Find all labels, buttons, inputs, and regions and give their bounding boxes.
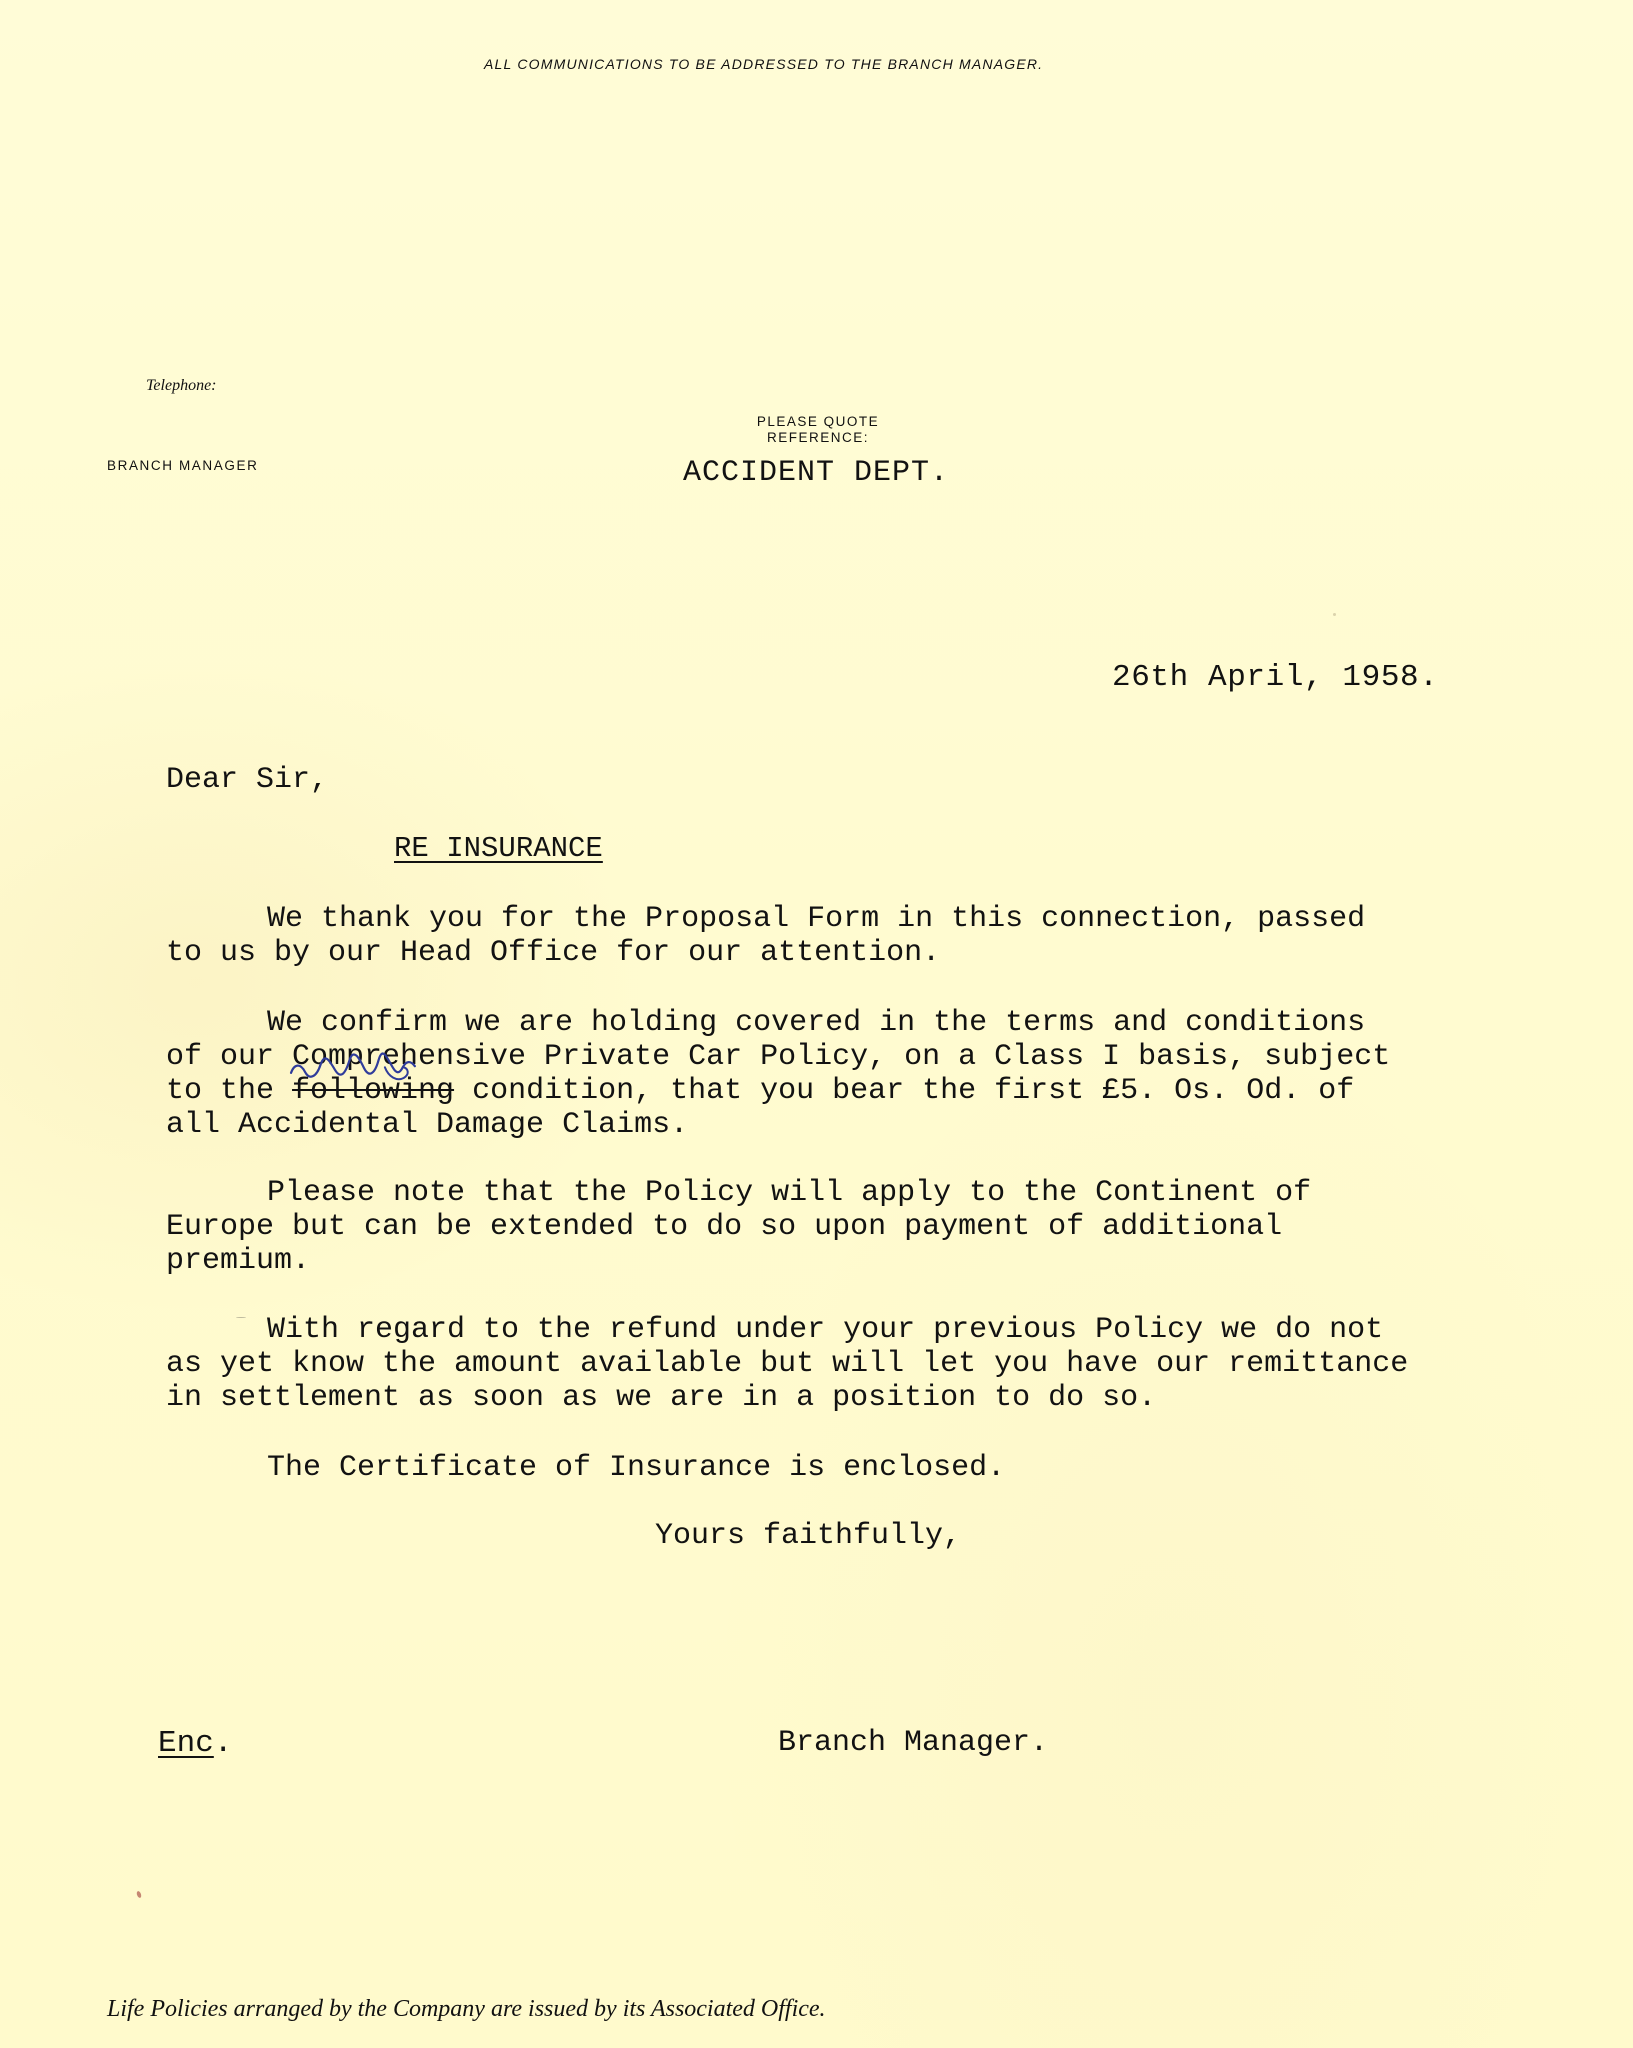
paragraph-3-line-3: premium.	[166, 1244, 311, 1278]
paragraph-2-line-3	[166, 1074, 1588, 1108]
paragraph-2	[166, 1006, 1588, 1142]
paragraph-2-line-3-suffix: condition, that you bear the first £5. Os. Od. of	[454, 1074, 1355, 1108]
paper-smudge	[236, 1317, 246, 1318]
signature-title: Branch Manager.	[778, 1726, 1049, 1760]
paragraph-2-line-1: We confirm we are holding covered in the terms and conditions	[267, 1006, 1366, 1040]
paper-mark	[136, 1891, 142, 1899]
footer-note: Life Policies arranged by the Company are issued by its Associated Office.	[107, 1996, 826, 2022]
paragraph-1-line-2: to us by our Head Office for our attention.	[166, 936, 941, 970]
enclosure-marker	[158, 1726, 232, 1761]
paragraph-3	[166, 1176, 1588, 1278]
paragraph-3-line-2: Europe but can be extended to do so upon payment of additional	[166, 1210, 1283, 1244]
paragraph-3-line-1: Please note that the Policy will apply to the Continent of	[267, 1176, 1312, 1210]
closing-line: Yours faithfully,	[655, 1519, 962, 1553]
paragraph-4-line-2: as yet know the amount available but will let you have our remittance	[166, 1347, 1409, 1381]
struck-word: following	[292, 1074, 455, 1108]
paragraph-4	[166, 1313, 1588, 1415]
telephone-label: Telephone:	[146, 377, 217, 394]
paragraph-5-line-1: The Certificate of Insurance is enclosed.	[267, 1451, 1006, 1485]
letterhead-top-note: ALL COMMUNICATIONS TO BE ADDRESSED TO THE BRANCH MANAGER.	[484, 56, 1044, 72]
paragraph-2-line-3-prefix: to the	[166, 1074, 293, 1108]
branch-manager-header: BRANCH MANAGER	[107, 458, 259, 473]
enclosure-punctuation: .	[213, 1726, 233, 1761]
department-reference: ACCIDENT DEPT.	[683, 456, 950, 490]
paragraph-2-line-4: all Accidental Damage Claims.	[166, 1108, 689, 1142]
paragraph-1	[166, 902, 1588, 970]
reference-line: REFERENCE:	[766, 430, 869, 445]
paper-speck	[1333, 613, 1336, 616]
subject-line: RE INSURANCE	[394, 832, 603, 865]
please-quote-line: PLEASE QUOTE	[756, 414, 880, 429]
paragraph-4-line-1: With regard to the refund under your previous Policy we do not	[267, 1313, 1384, 1347]
paragraph-5	[166, 1451, 1588, 1485]
struck-word-annotation	[292, 1074, 454, 1108]
salutation: Dear Sir,	[166, 763, 329, 797]
please-quote-reference-block	[737, 414, 899, 446]
letter-date: 26th April, 1958.	[1112, 660, 1439, 695]
enclosure-label: Enc	[158, 1726, 214, 1761]
paragraph-1-line-1: We thank you for the Proposal Form in this connection, passed	[267, 902, 1366, 936]
paragraph-2-line-2: of our Comprehensive Private Car Policy, on a Class I basis, subject	[166, 1040, 1391, 1074]
paragraph-4-line-3: in settlement as soon as we are in a position to do so.	[166, 1381, 1157, 1415]
